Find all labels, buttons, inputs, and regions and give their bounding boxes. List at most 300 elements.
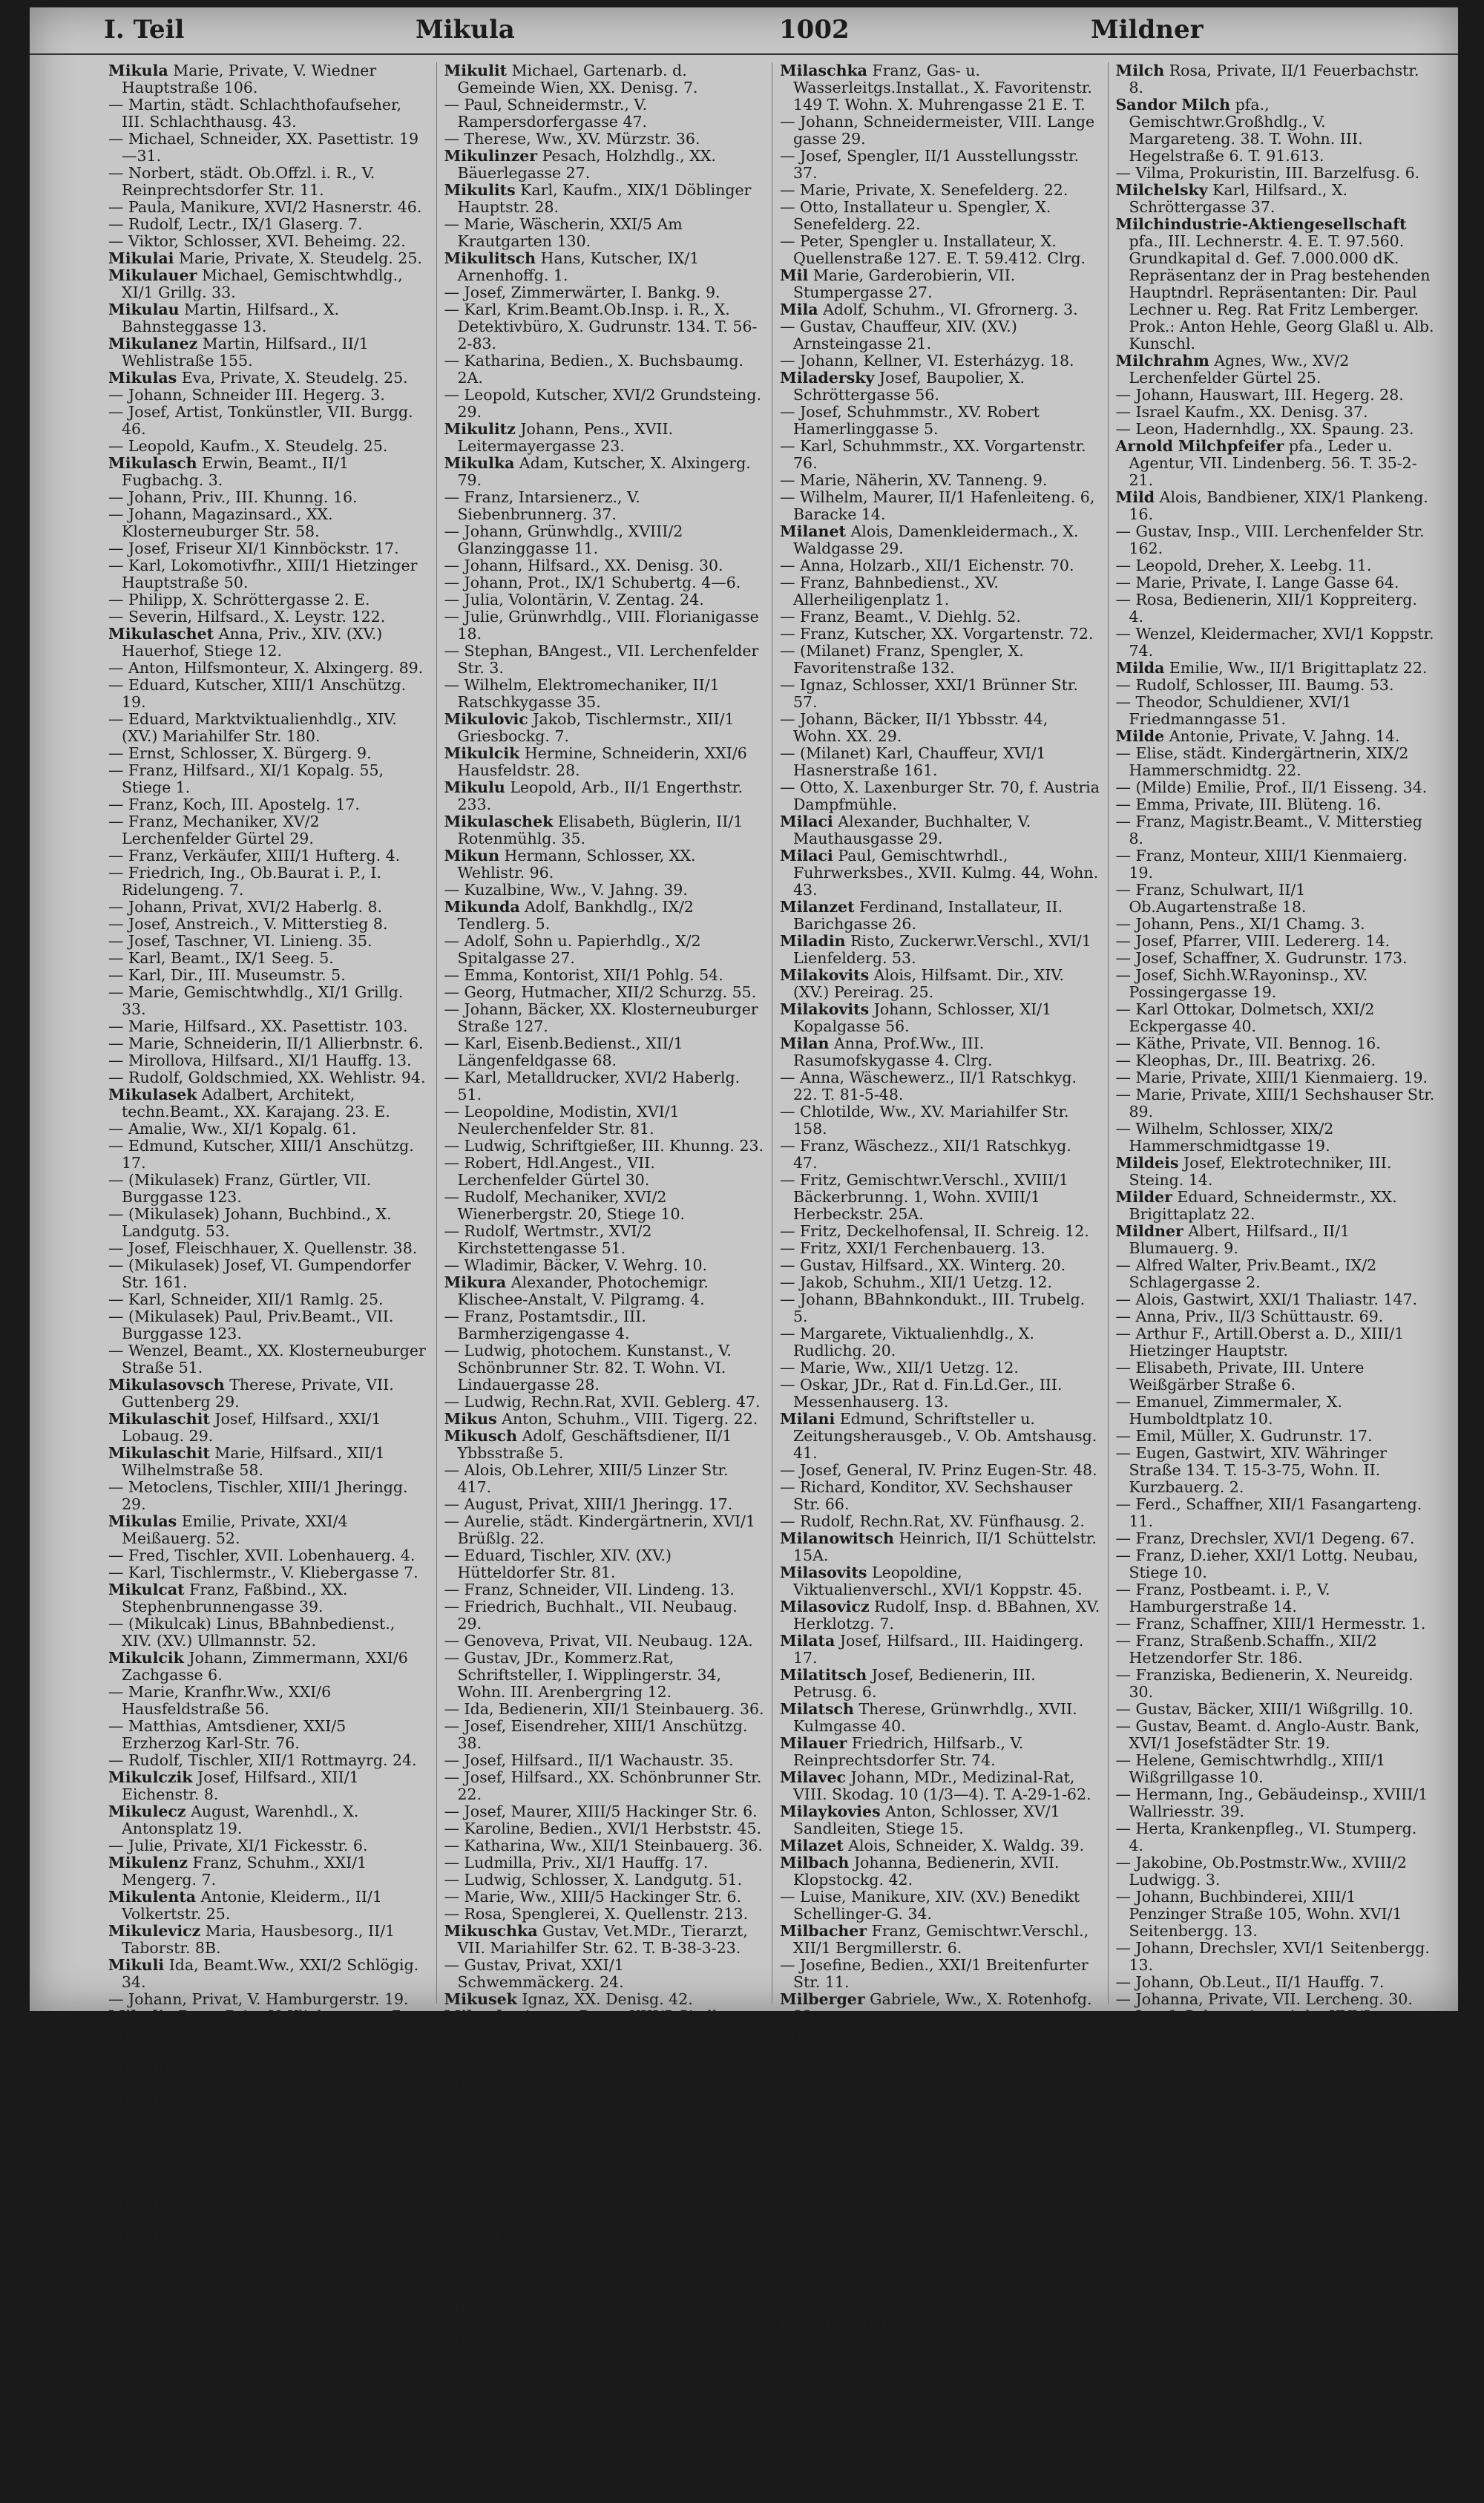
entry-details: — Viktor, Schlosser, XVI. Beheimg. 22. (108, 232, 406, 250)
directory-entry (1116, 2042, 1437, 2076)
entry-details: — Julie, Private, XI/1 Fickesstr. 6. (108, 1837, 368, 1854)
entry-details: — (Mikulics) Paul, Grünwrhdlg., XX. Herklotzg. 4, Wohn. VI. Kaiserstr. 109. (108, 2161, 420, 2196)
entry-details: — August, Privat, XIII/1 Jheringg. 17. (444, 1495, 733, 1513)
entry-details: — (Mikuska) Leopold, Buchbinder, XVI/1 Wernhardtstr. 17. (444, 2041, 758, 2076)
entry-details: — Oskar, Ob.Verwahrer i. Dorotheum, VII. Halbg. 17. (1115, 2332, 1409, 2366)
entry-details: Michael, Gartenarb. d. Gemeinde Wien, XX. Denisg. 7. (457, 62, 698, 96)
directory-entry (1116, 523, 1437, 557)
directory-entry (108, 131, 429, 165)
directory-entry (108, 1018, 429, 1035)
directory-entry (1116, 2162, 1437, 2179)
directory-entry (108, 1069, 429, 1086)
column-4 (1109, 62, 1444, 2503)
entry-details: — Aurelie, städt. Kindergärtnerin, XVI/1 Brüßlg. 22. (444, 1512, 755, 1547)
entry-details: Marie, Private, X. Steudelg. 25. (178, 249, 422, 267)
directory-entry (444, 1650, 765, 1701)
entry-surname: Mikulauer (108, 266, 197, 284)
directory-entry (780, 608, 1100, 626)
directory-entry (444, 1718, 765, 1752)
entry-details: — Wenzel, Beamt., XX. Klosterneuburger Straße 51. (108, 1342, 426, 1377)
page-number: 1002 (779, 15, 850, 45)
entry-details: — Marie, Private, XIII/1 Kienmaierg. 19. (1115, 1069, 1428, 1086)
directory-entry (108, 1769, 429, 1803)
directory-entry (1116, 1394, 1437, 1428)
entry-details: — Eduard, Marktviktualienhdlg., XIV. (XV.) Mariahilfer Str. 180. (108, 710, 397, 745)
entry-details: — Mirollova, Hilfsard., XI/1 Hauffg. 13. (108, 1052, 412, 1069)
directory-entry (1116, 2315, 1437, 2332)
directory-entry (444, 131, 765, 148)
directory-entry (108, 1991, 429, 2008)
directory-entry (780, 233, 1100, 267)
entry-details: — Josef, Taschner, VI. Linieng. 35. (108, 932, 372, 950)
directory-entry (108, 1752, 429, 1769)
entry-surname: Milaci (780, 847, 833, 865)
directory-entry (108, 899, 429, 916)
entry-details: Ida, Beamt.Ww., XXI/2 Schlögig. 34. (122, 1956, 419, 1991)
entry-details: — Luise, Private, III. Blüteng. 7. E. (780, 2280, 1049, 2298)
entry-details: — Philipp, X. Schröttergasse 2. E. (108, 591, 370, 608)
directory-entry (444, 1701, 765, 1718)
directory-entry (780, 2264, 1100, 2281)
directory-entry (444, 352, 765, 387)
entry-details: Bernhard, städt. Beamt., II. Mohsgasse 27. (122, 2229, 393, 2264)
entry-details: — Marie, Schneiderin, II/1 Allierbnstr. 6. (108, 1034, 424, 1052)
entry-details: Eduard, Schneidermstr., XX. Brigittaplatz 22. (1129, 1188, 1397, 1223)
entry-surname: Mikulit (444, 62, 508, 79)
entry-surname: Milasovicz (780, 1598, 870, 1615)
entry-surname: Milani (780, 1410, 835, 1428)
entry-details: Alexander, Photochemigr. Klischee-Anstalt, V. Pilgramg. 4. (457, 1273, 709, 1308)
entry-details: Marie, Private, V. Hamburgerstr. 14. (122, 2024, 388, 2059)
entry-details: — Jakob, Schuhm., XII/1 Uetzg. 12. (780, 1273, 1052, 1291)
directory-entry (444, 1155, 765, 1189)
directory-entry (444, 1103, 765, 1138)
entry-surname: Milda (1115, 659, 1165, 677)
directory-entry (780, 677, 1100, 711)
directory-entry (108, 404, 429, 438)
entry-details: Agnes, Pens., XIII/5 Siedlg. Flötzersteig 157. (457, 2007, 732, 2042)
entry-details: Johann, Schlosser, XI/1 Kopalgasse 56. (793, 1000, 1052, 1035)
entry-surname: Mikulasek (108, 1086, 197, 1103)
directory-entry (444, 574, 765, 591)
entry-details: — Max, XXI/1 Baumerg. 15. (1115, 2263, 1330, 2281)
directory-entry (444, 1769, 765, 1803)
entry-details: — Franz, Kutscher, XX. Vorgartenstr. 72. (780, 625, 1094, 643)
directory-entry (108, 796, 429, 813)
entry-details: Johann, MDr., Medizinal-Rat, VIII. Skodag. 10 (1/3—4). T. A-29-1-62. (793, 1768, 1091, 1803)
directory-entry (444, 984, 765, 1001)
directory-entry (780, 2315, 1100, 2418)
entry-details: — Margarete, Viktualienhdlg., X. Rudlichg. 20. (780, 1325, 1034, 1359)
directory-entry (1116, 2093, 1437, 2128)
entry-details: Karl, Kaufm., XIX/1 Döblinger Hauptstr. 28. (457, 181, 752, 216)
entry-details: — Kreszenzia, Strickerin, V. Arbeiterg. 35. (1115, 2178, 1414, 2213)
entry-surname: Milanet (780, 522, 846, 540)
entry-details: Karl, Hilfsard., X. Schröttergasse 37. (1129, 181, 1348, 216)
directory-entry (1116, 1121, 1437, 1155)
directory-entry (444, 387, 765, 421)
entry-surname: Milan (780, 1034, 830, 1052)
entry-surname: Mikura (444, 1273, 507, 1291)
entry-details: — Johann, Hilfsard., X. Laxenstr. 16. (108, 2297, 390, 2315)
entry-details: — Moritz, Steuer-Ob.Verw. i. R., II/1 Afferbachstr. 22. (1115, 2280, 1394, 2315)
directory-entry (444, 250, 765, 284)
directory-entry (1116, 2332, 1437, 2366)
directory-entry (444, 1991, 765, 2008)
entry-surname: Milaschka (780, 62, 867, 79)
entry-details: Alois, Schuhm., XVI/2 Liebhardtgasse 13. (457, 2297, 670, 2332)
directory-entry (444, 1069, 765, 1103)
entry-details: — Otto, Installateur, I. Biberstr. 15. (780, 2297, 1053, 2315)
directory-entry (1116, 62, 1437, 96)
entry-details: — Ernst, Schlosser, X. Bürgerg. 9. (108, 744, 372, 762)
directory-entry (444, 2332, 765, 2366)
entry-details: Risto, Zuckerwr.Verschl., XVI/1 Lienfelderg. 53. (793, 932, 1091, 967)
directory-entry (444, 1257, 765, 1274)
directory-entry (108, 455, 429, 489)
directory-entry (1116, 2179, 1437, 2213)
entry-details: — Johann, Hauswart, III. Hegerg. 28. (1115, 386, 1404, 404)
entry-surname: Milchelsky (1115, 181, 1208, 199)
directory-entry (108, 2264, 429, 2298)
directory-entry (108, 1479, 429, 1513)
entry-details: — Franz, Magistr.Beamt., V. Mitterstieg 8. (1115, 813, 1422, 847)
entry-details: — Michael, Schneider, XX. Pasettistr. 19—31. (108, 130, 419, 165)
entry-surname: Mikulecz (108, 1802, 186, 1820)
entry-details: — Gustav, Bäcker, XIII/1 Wißgrillg. 10. (1115, 1700, 1414, 1718)
entry-details: — Franz, Hilfsard., XX. Innstr. 13. (444, 2144, 706, 2162)
entry-details: Johann, Pens., XVII. Leitermayergasse 23. (457, 420, 674, 455)
entry-surname: Mikulovic (444, 710, 528, 728)
entry-details: — Norbert, städt. Ob.Offzl. i. R., V. Reinprechtsdorfer Str. 11. (108, 164, 375, 199)
directory-entry (108, 1342, 429, 1377)
entry-details: — (Mikulcak) Linus, BBahnbedienst., XIV. (XV.) Ullmannstr. 52. (108, 1615, 395, 1650)
directory-entry (444, 96, 765, 131)
directory-entry (1116, 779, 1437, 796)
directory-entry (780, 523, 1100, 557)
entry-details: — Josef, Eisendreher, XIII/1 Anschützg. 38. (444, 1717, 748, 1752)
directory-entry (108, 1257, 429, 1291)
entry-details: — Gustav, Privat, XXI/1 Schwemmäckerg. 24. (444, 1956, 624, 1991)
directory-entry (108, 1206, 429, 1240)
directory-entry (444, 1854, 765, 1871)
entry-details: Georg, Hilfsard., V. Wimmerg. 33. (457, 2195, 742, 2230)
entry-surname: Mikulaschet (108, 625, 214, 643)
directory-entry (780, 1837, 1100, 1854)
directory-entry (780, 1479, 1100, 1513)
entry-details: — Robert, Priv.Beamt., V. Grünwaldg. 1. (444, 2280, 753, 2298)
entry-surname: Sandor Milch (1115, 96, 1231, 114)
directory-entry (108, 1581, 429, 1615)
entry-details: — Fred, Tischler, XVII. Lobenhauerg. 4. (108, 1546, 416, 1564)
entry-details: — Ludwig, Rechn.Rat, XVII. Geblerg. 47. (444, 1393, 761, 1411)
entry-details: — Hermann, Ing., Gebäudeinsp., XVIII/1 Wallriesstr. 39. (1115, 1785, 1428, 1820)
entry-details: Anna, Priv., XIV. (XV.) Hauerhof, Stiege 12. (122, 625, 383, 660)
entry-surname: Milfya (444, 2297, 498, 2315)
directory-entry (1116, 1052, 1437, 1069)
directory-entry (1116, 1359, 1437, 1394)
entry-details: Albert, JDr., Rechtsanwalt, VII. Schottenfeldg. 53. T. B-33-3-73. (793, 2024, 1072, 2059)
entry-details: Alois, JDr., Rechtsanw., III. Schrottgasse 6—8. T. 93.910. (457, 2366, 743, 2401)
entry-details: Therese, Grünwrhdlg., XVII. Kulmgasse 40. (793, 1700, 1077, 1735)
entry-details: — Wladimir, Bäcker, V. Wehrg. 10. (444, 1256, 708, 1274)
entry-details: — Josef, Maurer, XIII/5 Hackinger Str. 6. (444, 1802, 758, 1820)
entry-details: — Rudolf, Rechn.Rat, XV. Fünfhausg. 2. (780, 1512, 1085, 1530)
entry-details: — Franz, Beamt., V. Diehlg. 52. (780, 608, 1021, 626)
directory-entry (780, 574, 1100, 608)
directory-entry (780, 1462, 1100, 1479)
directory-entry (444, 1223, 765, 1257)
directory-entry (108, 626, 429, 660)
entry-details: — Johann, Schneider III. Hegerg. 3. (108, 386, 385, 404)
directory-entry (780, 352, 1100, 370)
directory-entry (1116, 1701, 1437, 1718)
entry-details: — Josef, Pfarrer, VIII. Ledererg. 14. (1115, 932, 1391, 950)
directory-entry (780, 1001, 1100, 1035)
entry-details: Anna, Prof.Ww., III. Rasumofskygasse 4. Clrg. (793, 1034, 993, 1069)
directory-entry (108, 1035, 429, 1052)
entry-details: Anton, Schlosser, XV/1 Sandleiten, Stiege 15. (793, 1802, 1060, 1837)
entry-details: — Johann, Prot., IX/1 Schubertg. 4—6. (444, 574, 741, 591)
directory-entry (108, 2196, 429, 2230)
entry-details: Emilie, Ww., II/1 Brigittaplatz 22. (1169, 659, 1428, 677)
entry-details: — Martin, städt. Schlachthofaufseher, III. Schlachthausg. 43. (108, 96, 402, 131)
entry-surname: Mikusek (444, 1990, 517, 2008)
directory-entry (108, 1650, 429, 1684)
page-header (30, 7, 1458, 55)
directory-entry (108, 2230, 429, 2264)
directory-entry (108, 1513, 429, 1547)
column-1 (101, 62, 437, 2384)
directory-entry (444, 284, 765, 301)
entry-details: — Marie, Ww., XII/1 Uetzg. 12. (780, 1359, 1019, 1377)
entry-details: — Franz, Postbeamt. i. P., V. Hamburgerstraße 14. (1115, 1581, 1330, 1615)
directory-entry (1116, 2230, 1437, 2264)
directory-entry (780, 2196, 1100, 2213)
directory-entry (780, 779, 1100, 813)
entry-details: — Johann, Drechsler, XVI/1 Seitenbergg. 13. (1115, 1939, 1430, 1974)
entry-details: Heinrich, II/1 Schüttelstr. 15A. (793, 1529, 1097, 1564)
entry-details: Franz, Schuhm., XXI/1 Mengerg. 7. (122, 1854, 367, 1889)
entry-details: — Genoveva, Privat, VII. Neubaug. 12A. (444, 1632, 753, 1650)
entry-details: — Elisabeth, Private, III. Untere Weißgärber Straße 6. (1115, 1359, 1365, 1394)
entry-details: — Anna, Holzarb., XII/1 Eichenstr. 70. (780, 557, 1074, 574)
directory-entry (1116, 950, 1437, 967)
entry-details: — Arthur F., Artill.Oberst a. D., XIII/1 Hietzinger Hauptstr. (1115, 1325, 1405, 1359)
entry-details: — Josef, Hilfsard., XX. Schönbrunner Str. 22. (444, 1768, 762, 1803)
entry-surname: Mikulcik (108, 1649, 184, 1667)
entry-details: — Marie, Wäscherin, XXI/5 Am Krautgarten 130. (444, 215, 683, 250)
entry-details: — Vilma, Prokuristin, III. Barzelfusg. 6. (1115, 164, 1420, 182)
entry-details: — Johann, BBahnkondukt., III. Trubelg. 5. (780, 1290, 1086, 1325)
directory-entry (108, 2059, 429, 2093)
directory-entry (1116, 933, 1437, 950)
entry-details: — Karl, Lokomotivfhr., XIII/1 Hietzinger Hauptstraße 50. (108, 557, 418, 591)
directory-entry (1116, 1257, 1437, 1291)
directory-entry (780, 199, 1100, 233)
directory-entry (108, 1854, 429, 1889)
entry-surname: Mila (780, 301, 818, 318)
directory-entry (108, 387, 429, 404)
directory-entry (1116, 1547, 1437, 1581)
entry-details: — Paul, Schneidermstr., V. Rampersdorfergasse 47. (444, 96, 648, 131)
directory-entry (1116, 489, 1437, 523)
directory-entry (780, 370, 1100, 404)
entry-details: — (Mikulasek) Johann, Buchbind., X. Landgutg. 53. (108, 1205, 392, 1240)
entry-details: — Rudolf, Drechsler, V. Pilgramg. 8. (1115, 2400, 1392, 2418)
directory-entry (780, 1035, 1100, 1069)
entry-details: — Therese, Ww., XV. Mürzstr. 36. (444, 130, 700, 148)
directory-entry (1116, 2418, 1437, 2435)
directory-entry (780, 643, 1100, 677)
directory-entry (108, 591, 429, 608)
entry-details: Johanna, Bedienerin, XVII. Klopstockg. 42. (793, 1854, 1060, 1889)
directory-entry (1116, 813, 1437, 847)
entry-details: — Johann, Grünwhdlg., XVIII/2 Glanzinggasse 11. (444, 522, 683, 557)
directory-entry (444, 2230, 765, 2264)
entry-details: — Leopold, Werkmstr., XX. Leystr. 22. (1115, 2212, 1408, 2230)
entry-surname: Mikun (444, 847, 499, 865)
directory-entry (1116, 882, 1437, 916)
directory-entry (780, 626, 1100, 643)
directory-entry (444, 2008, 765, 2042)
entry-details: — Emil, Müller, X. Gudrunstr. 17. (1115, 1427, 1373, 1445)
entry-surname: Mikyska (444, 2229, 516, 2247)
directory-entry (780, 745, 1100, 779)
entry-details: Alois, Hilfsamt. Dir., XIV. (XV.) Pereirag. 25. (793, 966, 1065, 1001)
directory-entry (444, 1462, 765, 1496)
entry-details: Adam, Kutscher, X. Alxingerg. 79. (457, 454, 751, 489)
directory-entry (780, 1291, 1100, 1325)
directory-entry (108, 762, 429, 796)
entry-details: — Emma, Private, III. Blüteng. 16. (1115, 795, 1382, 813)
directory-entry (1116, 2008, 1437, 2042)
entry-details: — Friedrich, Ing., Ob.Baurat i. P., I. Ridelungeng. 7. (108, 864, 381, 899)
entry-details: — Roman, BBedienst., XXI/1 Brünner Str. 123. (1115, 2366, 1436, 2401)
entry-surname: Mikulitz (444, 420, 516, 438)
entry-details: — Johann, Hilfsard., XX. Denisg. 30. (444, 557, 723, 574)
directory-entry (1116, 1581, 1437, 1615)
entry-details: — Johann, Kellner, VI. Esterházyg. 18. (780, 352, 1074, 370)
entry-details: — Johann, Bäcker, II/1 Ybbsstr. 44, Wohn. XX. 29. (780, 710, 1048, 745)
directory-entry (444, 882, 765, 899)
entry-details: Marie, Hilfsard., XII/1 Wilhelmstraße 58. (122, 1444, 385, 1479)
directory-entry (780, 1172, 1100, 1223)
entry-details: — Heinrich, Spirituosenerz., II/1 Nueppg. 11. (780, 2127, 1032, 2162)
entry-details: — Franz, Bahnbedienst., XV. Allerheiligenplatz 1. (780, 574, 999, 608)
entry-surname: Miladersky (780, 369, 875, 387)
entry-details: — Marie, Private, I. Lange Gasse 64. (1115, 574, 1399, 591)
directory-entry (108, 1308, 429, 1342)
directory-entry (444, 813, 765, 847)
entry-details: — Johann, Buchbinderei, XIII/1 Penzinger Straße 105, Wohn. XVI/1 Seitenbergg. 13. (1115, 1888, 1402, 1940)
directory-entry (444, 2042, 765, 2076)
directory-entry (780, 1325, 1100, 1359)
entry-details: — Wilhelm, Schlosser, XIX/2 Hammerschmidtgasse 19. (1115, 1120, 1334, 1155)
header-section-label: I. Teil (104, 15, 185, 45)
entry-details: Hans, Kutscher, IX/1 Arnenhoffg. 1. (457, 249, 700, 284)
entry-details: — Rosa, Bedienerin, XII/1 Koppreiterg. 4. (1115, 591, 1417, 626)
entry-details: — Franz, D.ieher, XXI/1 Lottg. Neubau, Stiege 10. (1115, 1546, 1419, 1581)
entry-details: — Gustav, Beamt. d. Anglo-Austr. Bank, XVI/1 Josefstädter Str. 19. (1115, 1717, 1420, 1752)
directory-entry (108, 1240, 429, 1257)
entry-details: — Josef, Schuhmmstr., XV. Robert Hamerlinggasse 5. (780, 403, 1040, 438)
directory-entry (1116, 1718, 1437, 1752)
entry-surname: Mikulau (108, 301, 180, 318)
entry-details: pfa., beeid. Inventurs- u. Schätzungsmeister u. Sachverst., Kommissionshdl. m. Automobilen, Automobilzugehör und techn. Artikeln, I. Stubenring 22. T. 70.304, Wohnung III. Kegelgasse 43. T. 97.078. (793, 2315, 1094, 2418)
directory-entry (780, 301, 1100, 318)
entry-surname: Mikulai (108, 249, 174, 267)
directory-entry (780, 1769, 1100, 1803)
entry-details: — Charlotte, Branntweinschank, VI. Stumpergasse 41. Wohn. Nr. 50. (780, 2059, 1059, 2093)
directory-entry (1116, 1786, 1437, 1820)
directory-entry (780, 899, 1100, 933)
entry-details: — Emanuel, Zimmermaler, X. Humboldtplatz 10. (1115, 1393, 1342, 1428)
entry-surname: Milchindustrie-Aktiengesellschaft (1115, 215, 1407, 233)
directory-entry (1116, 2469, 1437, 2503)
entry-surname: Mikuska (444, 2007, 518, 2025)
entry-surname: Mikuta (444, 2195, 505, 2213)
directory-entry (444, 2076, 765, 2110)
entry-details: — Gustav, Insp., VIII. Lerchenfelder Str. 162. (1115, 522, 1425, 557)
directory-entry (444, 1428, 765, 1462)
entry-surname: Milazet (780, 1837, 844, 1854)
entry-surname: Mikulenz (108, 1854, 188, 1871)
directory-entry (444, 557, 765, 574)
entry-details: — Leopold, Kaufm., X. Steudelg. 25. (108, 437, 388, 455)
entry-details: — Israel Kaufm., XX. Denisg. 37. (1115, 403, 1368, 421)
entry-details: — Leopold, Kutscher, XVI/2 Grundsteing. 29. (444, 386, 761, 421)
entry-surname: Mildeis (1115, 1154, 1179, 1172)
entry-details: — Gustav, JDr., Kommerz.Rat, Schriftsteller, I. Wipplingerstr. 34, Wohn. III. Arenbergring 12. (444, 1649, 722, 1701)
entry-details: — (Mikulics) Karl, Elektrik., II/1 Gr. Sperlgasse 21. (108, 2127, 384, 2162)
directory-entry (1116, 1820, 1437, 1854)
entry-surname: Milatitsch (780, 1666, 867, 1684)
entry-details: Josef, Installat. u. Spengler, XIV. (XV.) Sturzg. 28. (122, 2093, 400, 2128)
directory-entry (444, 2162, 765, 2196)
entry-details: Alois, Bandbiener, XIX/1 Plankeng. 16. (1129, 488, 1428, 523)
directory-entry (108, 984, 429, 1018)
directory-entry (780, 267, 1100, 301)
entry-details: — Marie, Private, XIII/1 Sechshauser Str. 89. (1115, 1086, 1435, 1121)
directory-entry (1116, 1155, 1437, 1189)
entry-details: — Jakobine, Ob.Postmstr.Ww., XVIII/2 Ludwigg. 3. (1115, 1854, 1407, 1889)
entry-details: — Josef, Galanteriewr.Arb., XVI/3 Fröbelg. 15. (1115, 2007, 1373, 2042)
directory-entry (444, 1803, 765, 1820)
directory-entry (1116, 404, 1437, 421)
directory-entry (444, 1923, 765, 1957)
directory-entry (444, 1411, 765, 1428)
entry-details: — Karoline, Haushälterin, XVIII/1 Gymnasiumg. 8. (1115, 2127, 1376, 2162)
directory-entry (780, 1138, 1100, 1172)
entry-details: — Elise, städt. Kindergärtnerin, XIX/2 Hammerschmidtg. 22. (1115, 744, 1409, 779)
entry-details: Antonie, Kleiderm., II/1 Volkertstr. 25. (122, 1888, 382, 1923)
directory-entry (444, 455, 765, 489)
entry-surname: Milakovits (780, 966, 870, 984)
entry-details: — Johann, Schneidermeister, VIII. Lange gasse 29. (780, 113, 1095, 148)
entry-details: — Leopold, Dreher, X. Leebg. 11. (1115, 557, 1372, 574)
entry-surname: Mikuli (108, 1956, 165, 1974)
entry-details: — Josef, Sichh.W.Rayoninsp., XV. Possingergasse 19. (1115, 966, 1368, 1001)
entry-details: — Kuzalbine, Ww., V. Jahng. 39. (444, 881, 688, 899)
entry-surname: Milde (1115, 727, 1165, 745)
entry-details: — Josef, Spengler, II/1 Ausstellungsstr. 37. (780, 147, 1080, 182)
entry-details: Gustav, Vet.MDr., Tierarzt, VII. Mariahilfer Str. 62. T. B-38-3-23. (457, 1922, 748, 1957)
entry-details: — Franz, Schulwart, II/1 Ob.Augartenstraße 18. (1115, 881, 1307, 916)
directory-entry (108, 199, 429, 216)
directory-entry (1116, 1223, 1437, 1257)
entry-details: Josef, Elektrotechniker, III. Steing. 14. (1129, 1154, 1392, 1189)
